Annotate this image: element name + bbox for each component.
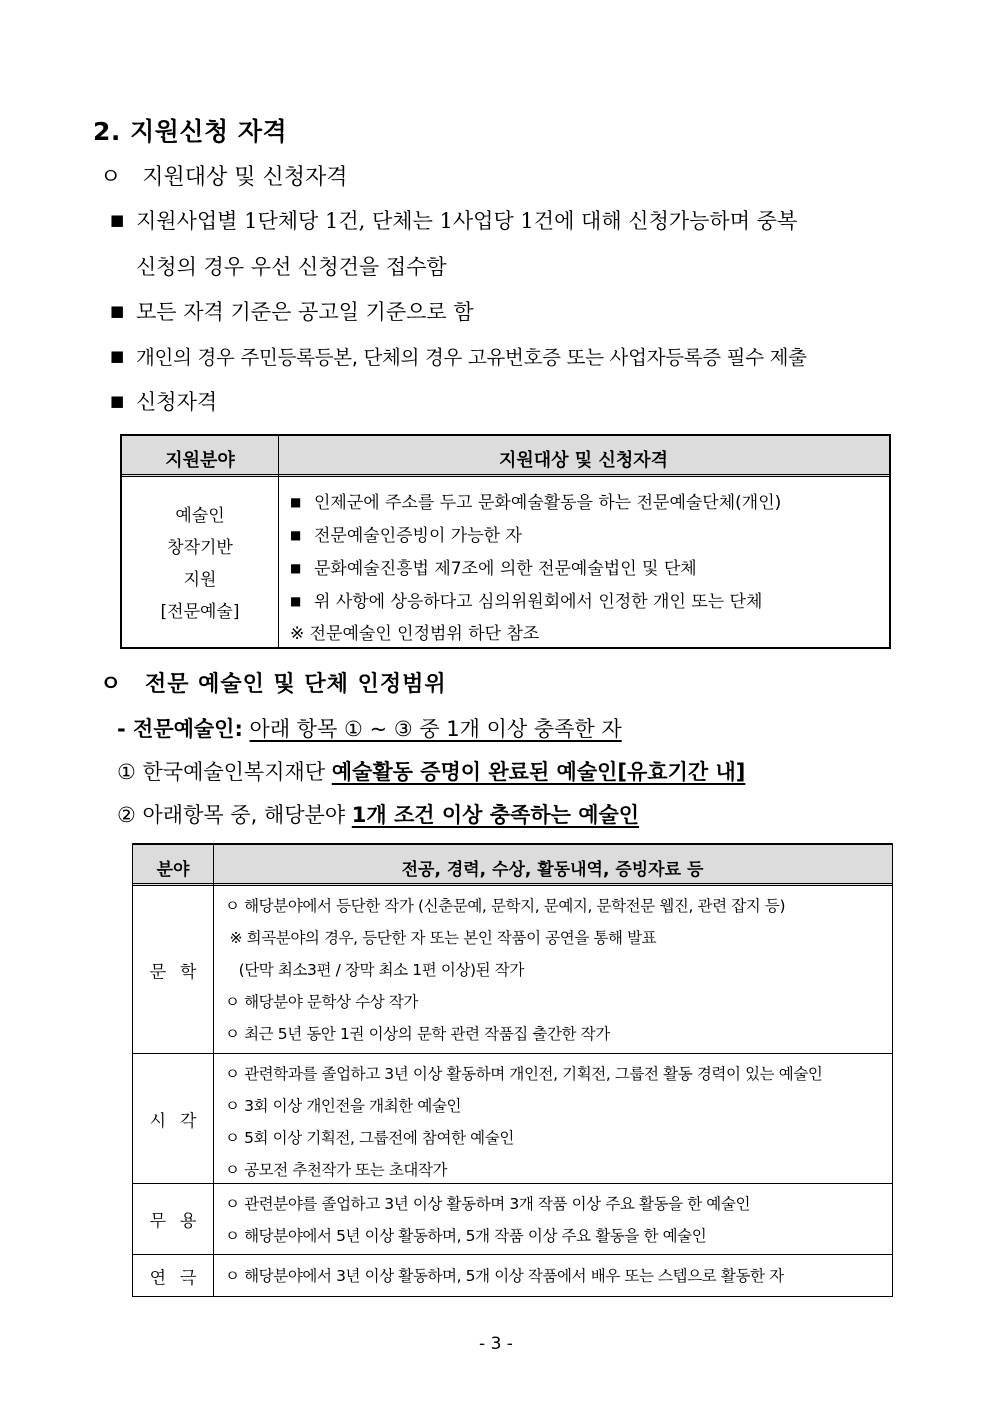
list-item: ㅇ 3회 이상 개인전을 개최한 예술인: [225, 1097, 462, 1115]
bullet-item: [110, 342, 807, 370]
square-bullet-icon: ■: [290, 495, 302, 509]
column-header-criteria: 전공, 경력, 수상, 활동내역, 증빙자료 등: [401, 860, 704, 880]
criteria-summary: [117, 713, 622, 743]
recognition-table: [132, 843, 893, 1297]
column-header-field: 분야: [156, 860, 190, 880]
table-row-theater: [133, 1255, 892, 1297]
list-item: ㅇ 해당분야 문학상 수상 작가: [225, 993, 418, 1011]
bullet-text: 개인의 경우 주민등록등본, 단체의 경우 고유번호증 또는 사업자등록증 필수 제출: [136, 346, 807, 369]
list-item: ㅇ 해당분야에서 등단한 작가 (신춘문예, 문학지, 문예지, 문학전문 웹진, 관련 잡지 등): [225, 897, 786, 915]
list-item: ■ 위 사항에 상응하다고 심의위원회에서 인정한 개인 또는 단체: [290, 585, 781, 618]
qualification-cell: [290, 486, 781, 650]
square-bullet-icon: ■: [290, 528, 302, 542]
section-title: 2. 지원신청 자격: [93, 117, 288, 146]
field-name: 연극: [149, 1268, 211, 1289]
criteria-label: - 전문예술인:: [117, 717, 243, 741]
square-bullet-icon: ■: [290, 594, 302, 608]
column-header-qualification: 지원대상 및 신청자격: [498, 450, 669, 471]
sub-heading: [100, 160, 348, 191]
square-bullet-icon: ■: [110, 211, 125, 229]
criteria-list: [225, 1260, 784, 1292]
square-bullet-icon: ■: [290, 561, 302, 575]
field-line: 예술인: [175, 506, 225, 526]
bullet-item: [110, 386, 217, 416]
column-header-field: 지원분야: [165, 450, 235, 471]
bullet-text: 모든 자격 기준은 공고일 기준으로 함: [136, 300, 474, 324]
square-bullet-icon: ■: [110, 302, 125, 320]
criterion-1: [117, 756, 745, 786]
section2-text: 전문 예술인 및 단체 인정범위: [144, 672, 447, 697]
section2-marker: ㅇ: [100, 672, 123, 697]
bullet-item: [110, 205, 797, 235]
criteria-list: [225, 890, 785, 1050]
list-item: ㅇ 관련학과를 졸업하고 3년 이상 활동하며 개인전, 기획전, 그룹전 활동 경력이 있는 예술인: [225, 1065, 823, 1083]
criterion-prefix: ① 한국예술인복지재단: [117, 760, 326, 784]
list-item: ㅇ 해당분야에서 3년 이상 활동하며, 5개 이상 작품에서 배우 또는 스텝으로 활동한 자: [225, 1267, 784, 1285]
criterion-emphasis: 1개 조건 이상 충족하는 예술인: [351, 803, 640, 827]
list-item: (단막 최소3편 / 장막 최소 1편 이상)된 작가: [225, 961, 524, 979]
criterion-prefix: ② 아래항목 중, 해당분야: [117, 803, 346, 827]
table-row-visual-arts: [133, 1054, 892, 1184]
list-item: ■ 인제군에 주소를 두고 문화예술활동을 하는 전문예술단체(개인): [290, 486, 781, 519]
bullet-continuation: 신청의 경우 우선 신청건을 접수함: [136, 255, 447, 279]
field-line: [전문예술]: [160, 602, 240, 622]
list-item: ㅇ 5회 이상 기획전, 그룹전에 참여한 예술인: [225, 1129, 514, 1147]
list-item: ■ 전문예술인증빙이 가능한 자: [290, 519, 781, 552]
section2-heading: [100, 667, 447, 698]
square-bullet-icon: ■: [110, 392, 125, 410]
list-item: ※ 희곡분야의 경우, 등단한 자 또는 본인 작품이 공연을 통해 발표: [225, 929, 657, 947]
list-item: ■ 문화예술진흥법 제7조에 의한 전문예술법인 및 단체: [290, 552, 781, 585]
criteria-text: 아래 항목 ① ~ ③ 중 1개 이상 충족한 자: [249, 717, 622, 741]
criterion-emphasis: 예술활동 증명이 완료된 예술인[유효기간 내]: [331, 760, 746, 784]
criterion-2: [117, 799, 639, 829]
list-item: ㅇ 해당분야에서 5년 이상 활동하며, 5개 작품 이상 주요 활동을 한 예술인: [225, 1227, 707, 1245]
list-item: ㅇ 관련분야를 졸업하고 3년 이상 활동하며 3개 작품 이상 주요 활동을 한 예술인: [225, 1195, 751, 1213]
sub-heading-marker: ㅇ: [100, 165, 122, 190]
table-row-literature: [133, 886, 892, 1054]
bullet-text: 지원사업별 1단체당 1건, 단체는 1사업당 1건에 대해 신청가능하며 중복: [136, 209, 798, 233]
field-cell: [122, 500, 278, 628]
field-name: 문학: [149, 962, 211, 982]
field-line: 지원: [183, 570, 217, 590]
criteria-list: [225, 1058, 822, 1186]
list-item: ㅇ 공모전 추천작가 또는 초대작가: [225, 1161, 448, 1179]
bullet-item: [110, 296, 474, 326]
field-name: 무용: [149, 1211, 211, 1232]
table-row-dance: [133, 1184, 892, 1255]
eligibility-table: [120, 434, 891, 649]
list-item: ㅇ 최근 5년 동안 1권 이상의 문학 관련 작품집 출간한 작가: [225, 1025, 610, 1043]
field-name: 시각: [149, 1111, 211, 1131]
field-line: 창작기반: [167, 538, 233, 558]
criteria-list: [225, 1188, 750, 1252]
page-number: - 3 -: [479, 1334, 513, 1354]
square-bullet-icon: ■: [110, 347, 124, 365]
sub-heading-text: 지원대상 및 신청자격: [142, 165, 348, 190]
table-note: ※ 전문예술인 인정범위 하단 참조: [290, 624, 540, 644]
bullet-text: 신청자격: [136, 390, 218, 414]
